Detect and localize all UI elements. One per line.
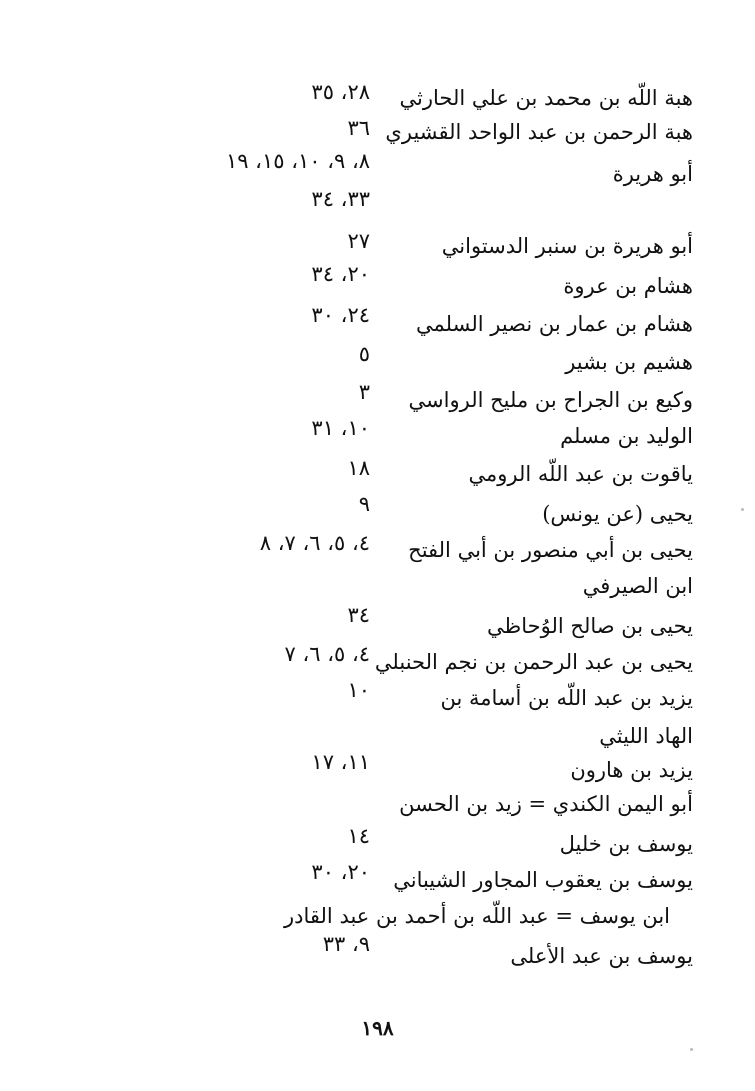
index-entry-name: الهاد الليثي: [599, 724, 693, 748]
index-entry-pages: ٣٤: [347, 603, 370, 627]
index-entry-pages: ٢٨، ٣٥: [311, 80, 370, 104]
index-entry-pages: ٤، ٥، ٦، ٧، ٨: [259, 531, 370, 555]
index-entry-pages: ٢٠، ٣٤: [311, 262, 370, 286]
index-entry-name: ياقوت بن عبد اللّه الرومي: [468, 462, 693, 486]
scan-speck: [741, 508, 744, 511]
index-entry-name: أبو اليمن الكندي = زيد بن الحسن: [399, 792, 693, 816]
index-entry-name: يوسف بن يعقوب المجاور الشيباني: [393, 868, 693, 892]
index-entry-pages: ٢٤، ٣٠: [311, 303, 370, 327]
index-entry-name: يحيى بن أبي منصور بن أبي الفتح: [408, 538, 693, 562]
index-entry-name: يوسف بن خليل: [559, 832, 693, 856]
index-entry-pages: ١١، ١٧: [311, 750, 370, 774]
index-entry-name: يحيى (عن يونس): [542, 502, 693, 526]
index-entry-name: وكيع بن الجراح بن مليح الرواسي: [408, 388, 693, 412]
index-entry-name: هبة الرحمن بن عبد الواحد القشيري: [385, 120, 693, 144]
index-entry-pages: ٨، ٩، ١٠، ١٥، ١٩: [225, 149, 370, 173]
index-entry-name: يحيى بن صالح الوُحاظي: [487, 614, 693, 638]
index-entry-name: هشام بن عمار بن نصير السلمي: [416, 312, 693, 336]
index-entry-name: يحيى بن عبد الرحمن بن نجم الحنبلي: [374, 650, 693, 674]
index-entry-pages: ١٤: [347, 824, 370, 848]
index-entry-name: أبو هريرة بن سنبر الدستواني: [441, 234, 693, 258]
index-entry-name: يوسف بن عبد الأعلى: [510, 944, 693, 968]
scan-speck: [690, 1048, 693, 1051]
index-entry-pages: ١٠: [347, 678, 370, 702]
index-entry-name: يزيد بن عبد اللّه بن أسامة بن: [440, 686, 693, 710]
index-entry-pages: ١٠، ٣١: [311, 416, 370, 440]
index-entry-pages: ٣٣، ٣٤: [311, 187, 370, 211]
index-entry-pages: ٢٠، ٣٠: [311, 860, 370, 884]
index-entry-name: يزيد بن هارون: [570, 758, 693, 782]
index-entry-name: هبة اللّه بن محمد بن علي الحارثي: [399, 86, 693, 110]
index-entry-name: ابن الصيرفي: [582, 574, 693, 598]
index-entry-pages: ٣٦: [347, 116, 370, 140]
index-entry-pages: ٩، ٣٣: [322, 932, 370, 956]
index-entry-pages: ٥: [358, 342, 370, 366]
index-entry-name: هشيم بن بشير: [565, 350, 693, 374]
index-entry-pages: ٣: [358, 380, 370, 404]
index-entry-pages: ١٨: [347, 456, 370, 480]
index-entry-pages: ٢٧: [347, 229, 370, 253]
page-number: ١٩٨: [361, 1016, 394, 1040]
index-entry-name: هشام بن عروة: [563, 274, 693, 298]
index-entry-pages: ٤، ٥، ٦، ٧: [284, 642, 370, 666]
index-entry-pages: ٩: [358, 492, 370, 516]
index-entry-name: أبو هريرة: [612, 162, 693, 186]
index-entry-name: ابن يوسف = عبد اللّه بن أحمد بن عبد القادر: [284, 904, 670, 928]
index-entry-name: الوليد بن مسلم: [560, 424, 693, 448]
